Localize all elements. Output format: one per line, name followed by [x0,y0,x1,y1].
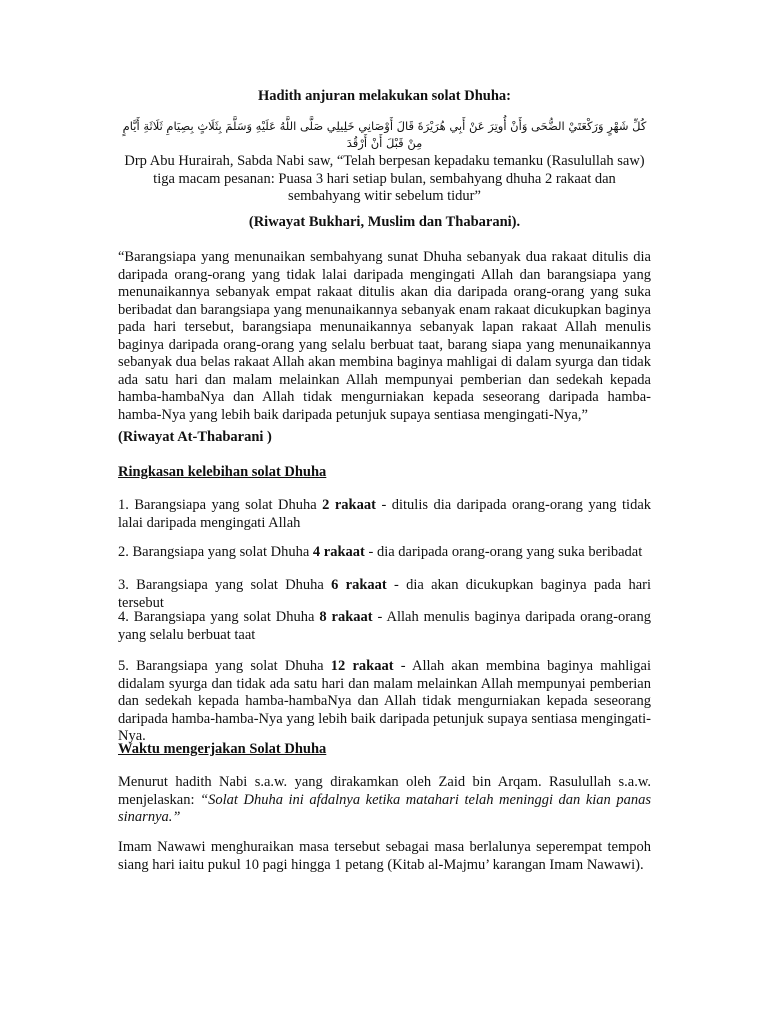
summary-item-5 [118,658,651,746]
summary-heading: Ringkasan kelebihan solat Dhuha [118,464,327,480]
item-text: Barangsiapa yang solat Dhuha [132,544,310,560]
item-text: Barangsiapa yang solat Dhuha [134,497,317,513]
arabic-hadith: كُلِّ شَهْرٍ وَرَكْعَتَيْ الضُّحَى وَأَنْ أُوتِرَ عَنْ أَبِي هُرَيْرَةَ قَالَ أَوْصَانِي خَلِيلِي صَلَّى اللَّهُ عَلَيْهِ وَسَلَّمَ بِثَلَاثٍ بِصِيَامِ ثَلَاثَةِ أَيَّامٍ مِنْ قَبْلَ أَنْ أَرْقُدَ [122,119,647,150]
waktu-heading: Waktu mengerjakan Solat Dhuha [118,741,327,757]
waktu-paragraph-1 [118,774,651,827]
item-benefit: - dia daripada orang-orang yang suka beribadat [368,544,643,560]
summary-item-2 [118,544,651,562]
item-number: 1. [118,497,129,513]
summary-item-3 [118,577,651,612]
item-number: 2. [118,544,129,560]
item-rakaat: 8 rakaat [319,609,373,625]
item-benefit: - ditulis dia daripada orang-orang yang tidak lalai daripada mengingati Allah [118,497,652,531]
item-text: Barangsiapa yang solat Dhuha [136,658,324,674]
summary-item-4 [118,609,651,644]
item-benefit: - Allah akan membina baginya mahligai didalam syurga dan tidak ada satu hari dan malam melainkan Allah mempunyai pemberian dan sedekah kepada hamba-hambaNya dan Allah tidak mengurniakan kepada seseorang daripada hamba-hamba-Nya yang lebih baik daripada petunjuk supaya sentiasa mengingati-Nya. [118,658,651,744]
hadith-source: (Riwayat Bukhari, Muslim dan Thabarani). [248,214,521,230]
item-rakaat: 2 rakaat [322,497,376,513]
item-number: 5. [118,658,129,674]
item-rakaat: 4 rakaat [312,544,365,560]
item-rakaat: 12 rakaat [330,658,394,674]
item-number: 3. [118,577,129,593]
item-text: Barangsiapa yang solat Dhuha [136,577,324,593]
quote-source: (Riwayat At-Thabarani ) [118,429,272,445]
summary-item-1 [118,497,651,532]
item-benefit: - dia akan dicukupkan baginya pada hari tersebut [118,577,652,611]
item-number: 4. [118,609,129,625]
dhuha-quote: “Barangsiapa yang menunaikan sembahyang sunat Dhuha sebanyak dua rakaat ditulis dia daripada orang-orang yang tidak lalai daripada mengingati Allah dan barangsiapa yang menunaikannya sebanyak empat rakaat ditulis akan dia daripada orang-orang yang suka beribadat dan barangsiapa yang menunaikannya sebanyak enam rakaat dicukupkan baginya pada hari tersebut, barangsiapa menunaikannya sebanyak lapan rakaat Allah menulis baginya daripada orang-orang yang selalu berbuat taat, barang siapa yang menunaikannya sebanyak dua belas rakaat Allah akan membina baginya mahligai di dalam syurga dan tidak ada satu hari dan malam melainkan Allah mempunyai pemberian dan sedekah kepada hamba-hambaNya dan Allah tidak mengurniakan kepada seseorang daripada hamba-hamba-Nya yang lebih baik daripada petunjuk supaya sentiasa mengingati-Nya,” [118,249,651,423]
waktu-paragraph-2: Imam Nawawi menghuraikan masa tersebut sebagai masa berlalunya seperempat tempoh siang hari iaitu pukul 10 pagi hingga 1 petang (Kitab al-Majmu’ karangan Imam Nawawi). [118,839,651,873]
hadith-translation: Drp Abu Hurairah, Sabda Nabi saw, “Telah berpesan kepadaku temanku (Rasulullah saw) tiga macam pesanan: Puasa 3 hari setiap bulan, sembahyang dhuha 2 rakaat dan sembahyang witir sebelum tidur” [124,153,645,204]
item-rakaat: 6 rakaat [331,577,387,593]
item-benefit: - Allah menulis baginya daripada orang-orang yang selalu berbuat taat [118,609,651,643]
waktu-quote: “Solat Dhuha ini afdalnya ketika matahari telah meninggi dan kian panas sinarnya.” [118,791,651,825]
item-text: Barangsiapa yang solat Dhuha [133,609,315,625]
document-title: Hadith anjuran melakukan solat Dhuha: [257,88,511,104]
waktu-text: Menurut hadith Nabi s.a.w. yang dirakamkan oleh Zaid bin Arqam. Rasulullah s.a.w. menjelaskan: [118,774,651,808]
